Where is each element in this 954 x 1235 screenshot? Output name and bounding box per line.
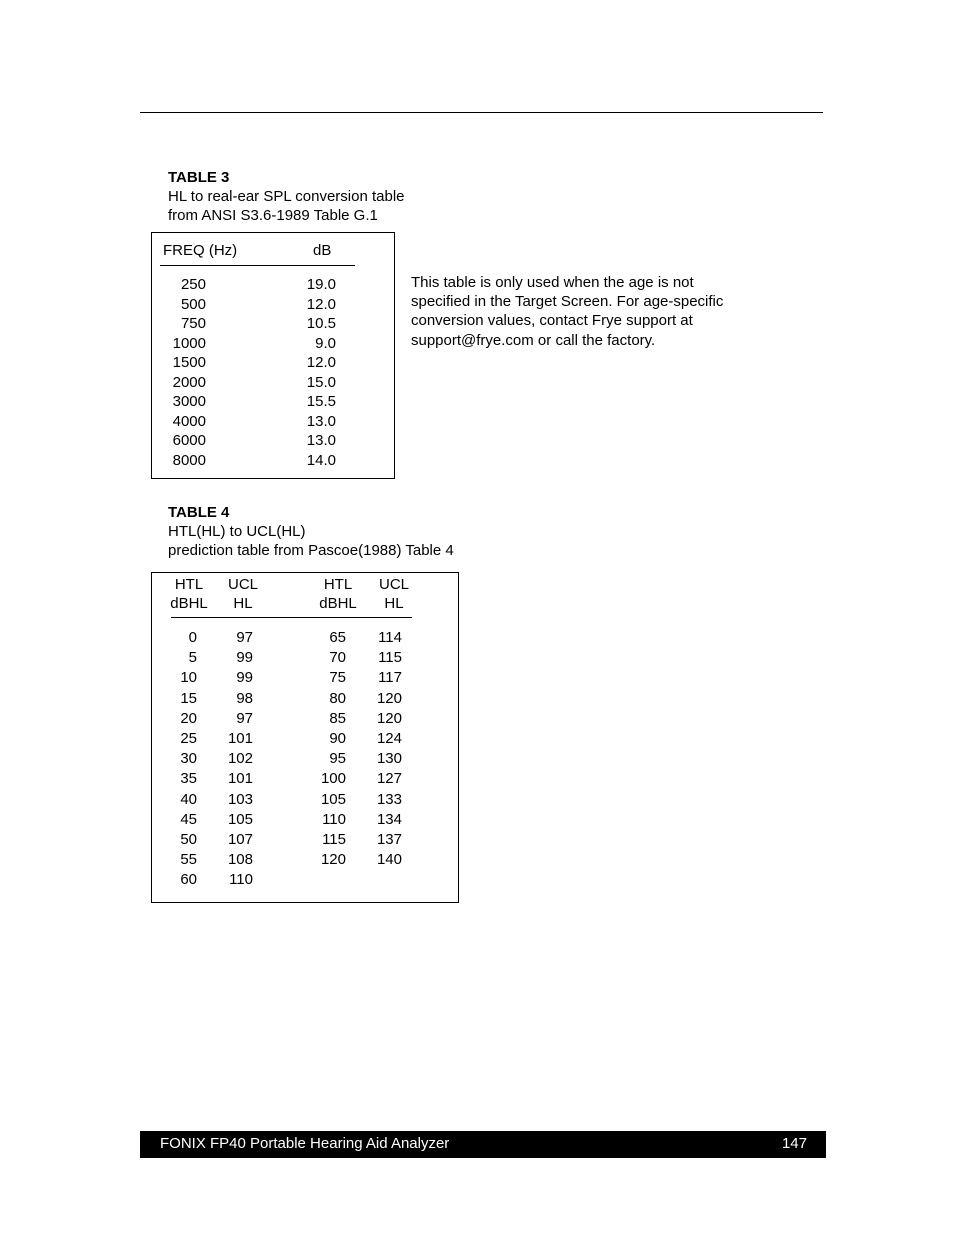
table4-ucl-cell: 107 [227, 831, 253, 849]
table3-freq-cell: 1000 [172, 334, 206, 352]
table4-ucl-cell: 102 [227, 750, 253, 768]
table4-ucl-cell: 101 [227, 770, 253, 788]
table4-header-ucl-left [218, 575, 268, 613]
table4-htl-cell: 75 [329, 669, 346, 687]
table4-header-ucl-left-line1: UCL [227, 576, 258, 593]
table4-htl-cell: 5 [188, 649, 197, 667]
table3-box [151, 232, 395, 479]
table4-caption-line1: HTL(HL) to UCL(HL) [168, 523, 306, 540]
table3-freq-cell: 4000 [172, 412, 206, 430]
table4-header-htl-left [162, 575, 216, 613]
table3-freq-cell: 8000 [172, 451, 206, 469]
table4-header-ucl-right-line2: HL [384, 595, 404, 612]
table4-ucl-cell: 99 [236, 669, 253, 687]
table4-ucl-cell: 97 [236, 629, 253, 646]
table3-freq-cell: 250 [180, 276, 206, 293]
table3-freq-cell: 6000 [172, 432, 206, 449]
table4-htl-cell: 15 [180, 689, 197, 707]
table4-htl-cell: 55 [180, 851, 197, 869]
page-number: 147 [781, 1135, 807, 1152]
table4-caption [168, 503, 454, 560]
table4-htl-cell: 30 [180, 750, 197, 768]
footer-bar [140, 1131, 826, 1158]
table3-header-db: dB [313, 242, 332, 259]
table4-caption-line2: prediction table from Pascoe(1988) Table 4 [168, 542, 454, 559]
footer-title: FONIX FP40 Portable Hearing Aid Analyzer [160, 1135, 450, 1152]
table3-label: TABLE 3 [168, 169, 230, 186]
table3-freq-cell: 750 [180, 315, 206, 332]
table4-header-htl-right-line2: dBHL [319, 595, 357, 612]
table4-ucl-cell: 115 [378, 649, 402, 667]
table4-htl-cell: 95 [329, 750, 346, 768]
table4-box [151, 572, 459, 903]
table4-htl-cell: 35 [180, 770, 197, 788]
table4-htl-cell: 10 [180, 669, 197, 687]
table3-db-cell: 15.5 [306, 393, 336, 410]
table4-ucl-cell: 130 [376, 750, 402, 768]
table3-caption [168, 168, 405, 225]
table4-htl-cell: 50 [180, 831, 197, 849]
table4-htl-cell: 115 [322, 831, 346, 849]
table4-ucl-cell: 105 [227, 810, 253, 828]
table3-db-cell: 14.0 [306, 451, 336, 469]
table4-left-ucl-column [212, 628, 253, 891]
table4-header-ucl-right [370, 575, 418, 613]
table4-htl-cell: 120 [320, 851, 346, 869]
table4-header-htl-left-line1: HTL [174, 576, 204, 593]
table3-header-rule [160, 265, 355, 266]
table4-header-ucl-left-line2: HL [233, 595, 253, 612]
table4-header-htl-right-line1: HTL [323, 576, 353, 593]
table4-ucl-cell: 120 [376, 689, 402, 707]
table3-db-cell: 12.0 [306, 295, 336, 313]
conversion-note: This table is only used when the age is not specified in the Target Screen. For age-specific conversion values, contact Frye support at support@frye.com or call the factory. [411, 274, 724, 349]
table4-htl-cell: 45 [180, 810, 197, 828]
table4-ucl-cell: 98 [236, 689, 253, 707]
table4-ucl-cell: 120 [376, 709, 402, 727]
table3-freq-column [158, 275, 206, 470]
table4-ucl-cell: 103 [227, 790, 253, 808]
table3-db-cell: 13.0 [306, 432, 336, 449]
table3-db-cell: 12.0 [306, 354, 336, 371]
table4-ucl-cell: 134 [376, 810, 402, 828]
table4-htl-cell: 100 [320, 770, 346, 788]
table4-header-htl-right [311, 575, 365, 613]
table3-db-cell: 9.0 [315, 334, 336, 352]
table4-ucl-cell: 97 [236, 709, 253, 727]
table4-ucl-cell: 110 [229, 871, 253, 889]
table3-freq-cell: 1500 [172, 354, 206, 371]
table3-db-cell: 15.0 [306, 373, 336, 391]
table4-htl-cell: 60 [180, 871, 197, 889]
table4-htl-cell: 105 [320, 790, 346, 808]
table4-ucl-cell: 133 [376, 790, 402, 808]
table3-db-cell: 19.0 [306, 276, 336, 293]
table4-htl-cell: 25 [180, 730, 197, 748]
table3-freq-cell: 500 [180, 295, 206, 313]
table4-left-htl-column [162, 628, 197, 891]
table4-htl-cell: 20 [180, 709, 197, 727]
table4-ucl-cell: 114 [378, 629, 402, 646]
table3-db-cell: 13.0 [306, 412, 336, 430]
table4-htl-cell: 80 [329, 689, 346, 707]
table4-ucl-cell: 101 [227, 730, 253, 748]
table4-htl-cell: 65 [329, 629, 346, 646]
table4-ucl-cell: 124 [376, 730, 402, 748]
table4-htl-cell: 90 [329, 730, 346, 748]
table4-ucl-cell: 137 [376, 831, 402, 849]
table4-right-htl-column [312, 628, 346, 870]
table4-header-rule [171, 617, 412, 618]
table4-ucl-cell: 127 [376, 770, 402, 788]
table4-htl-cell: 85 [329, 709, 346, 727]
table4-label: TABLE 4 [168, 504, 230, 521]
table4-right-ucl-column [362, 628, 402, 870]
table3-db-column [272, 275, 336, 470]
table3-db-cell: 10.5 [306, 315, 336, 332]
table3-freq-cell: 3000 [172, 393, 206, 410]
table4-header-htl-left-line2: dBHL [170, 595, 208, 612]
table3-freq-cell: 2000 [172, 373, 206, 391]
table3-caption-line1: HL to real-ear SPL conversion table [168, 188, 405, 205]
table4-htl-cell: 40 [180, 790, 197, 808]
table4-htl-cell: 0 [188, 629, 197, 646]
table4-ucl-cell: 140 [376, 851, 402, 869]
header-rule [140, 112, 823, 113]
table4-htl-cell: 70 [329, 649, 346, 667]
table3-header-freq: FREQ (Hz) [163, 242, 238, 259]
table4-htl-cell: 110 [322, 810, 346, 828]
table3-caption-line2: from ANSI S3.6-1989 Table G.1 [168, 207, 378, 224]
table4-ucl-cell: 99 [236, 649, 253, 667]
table4-header-ucl-right-line1: UCL [378, 576, 409, 593]
table4-ucl-cell: 117 [378, 669, 402, 687]
table4-ucl-cell: 108 [227, 851, 253, 869]
